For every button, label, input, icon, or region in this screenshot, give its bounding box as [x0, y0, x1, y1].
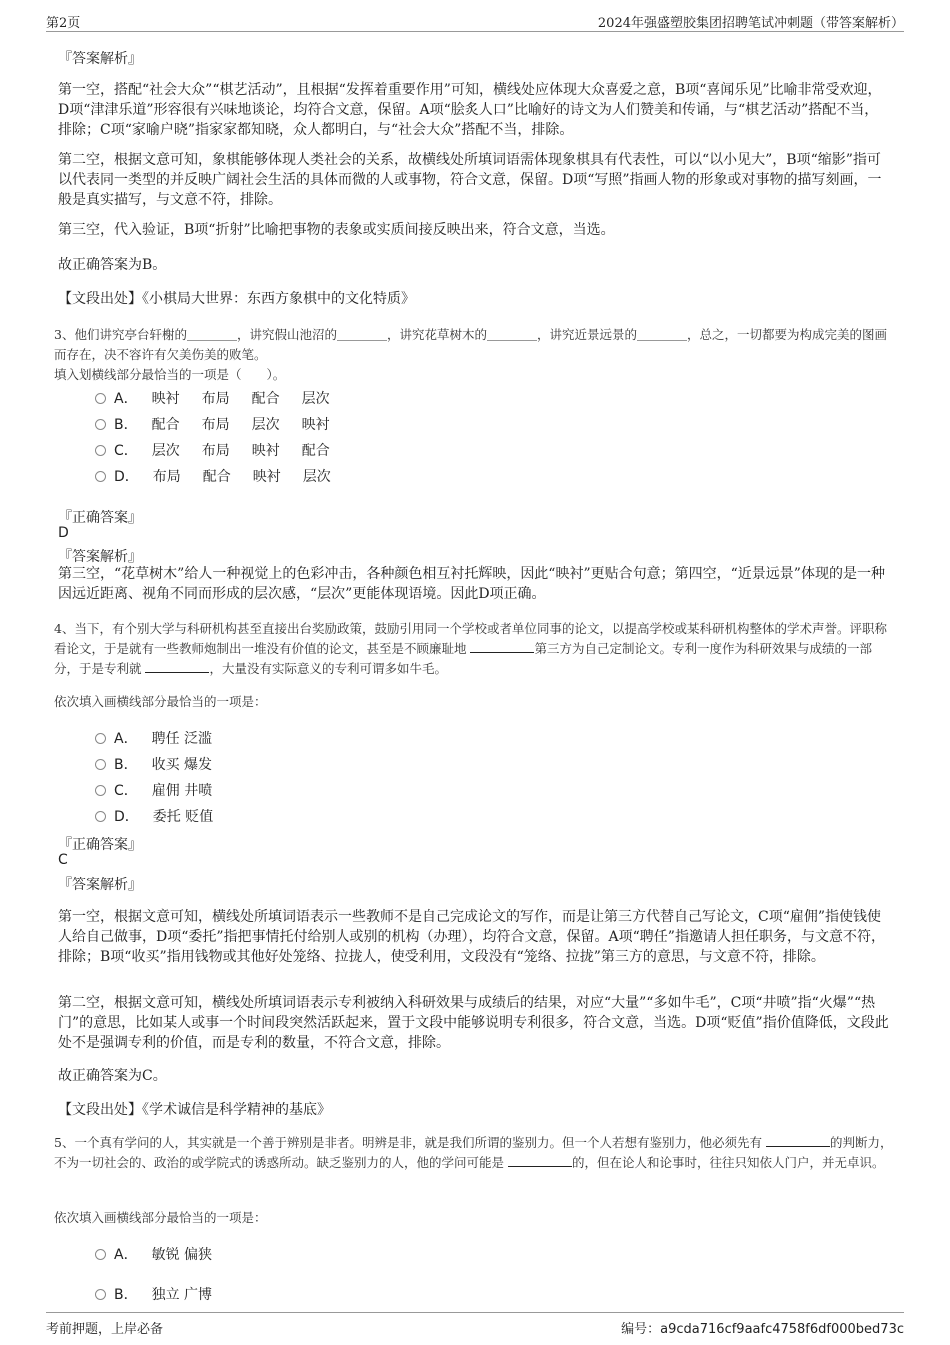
radio-button[interactable]: [95, 1289, 106, 1300]
answer-blank: [508, 1155, 572, 1167]
q4-option-a[interactable]: A． 聘任 泛滥: [95, 728, 212, 748]
q2-analysis-p1: 第一空，搭配“社会大众”“棋艺活动”，且根据“发挥着重要作用”可知，横线处应体现大众喜爱之意，B项“喜闻乐见”比喻非常受欢迎，D项“津津乐道”形容很有兴味地谈论，均符合文意，保留。A项“脍炙人口”比喻好的诗文为人们赞美和传诵，与“棋艺活动”搭配不当，排除；C项“家喻户晓”指家家都知晓，众人都明白，与“社会大众”搭配不当，排除。: [58, 82, 882, 138]
q2-source: 【文段出处】《小棋局大世界：东西方象棋中的文化特质》: [58, 291, 415, 307]
q4-answer: C: [58, 852, 68, 868]
q3-correct-label: 『正确答案』: [58, 510, 142, 526]
q3-option-d[interactable]: D． 布局 配合 映衬 层次: [95, 466, 331, 486]
q5-stem: 5、一个真有学问的人，其实就是一个善于辨别是非者。明辨是非，就是我们所谓的鉴别力。但一个人若想有鉴别力，他必须先有 的判断力，不为一切社会的、政治的或学院式的诱惑所动。缺乏鉴别力的人，他的学问可能是 的，但在论人和论事时，往往只知依人门户，并无卓识。: [54, 1135, 893, 1170]
radio-button[interactable]: [95, 419, 106, 430]
q2-analysis-label: 『答案解析』: [58, 51, 142, 67]
q3-option-c[interactable]: C． 层次 布局 映衬 配合: [95, 440, 330, 460]
q4-conclusion: 故正确答案为C。: [58, 1068, 167, 1084]
q4-option-c[interactable]: C． 雇佣 井喷: [95, 780, 212, 800]
answer-blank: [145, 661, 209, 673]
q4-stem: 4、当下，有个别大学与科研机构甚至直接出台奖励政策，鼓励引用同一个学校或者单位同事的论文，以提高学校或某科研机构整体的学术声誉。评职称看论文，于是就有一些教师炮制出一堆没有价值的论文，甚至是不顾廉耻地 第三方为自己定制论文。专利一度作为科研效果与成绩的一部分，于是专利就 ，大量没有实际意义的专利可谓多如牛毛。: [54, 621, 887, 676]
q5-option-b[interactable]: B． 独立 广博: [95, 1284, 212, 1304]
footer-slogan: 考前押题，上岸必备: [46, 1322, 164, 1337]
q5-option-a[interactable]: A． 敏锐 偏狭: [95, 1244, 212, 1264]
q4-analysis-p1: 第一空，根据文意可知，横线处所填词语表示一些教师不是自己完成论文的写作，而是让第三方代替自己写论文，C项“雇佣”指使钱使人给自己做事，D项“委托”指把事情托付给别人或别的机构（办理），均符合文意，保留。A项“聘任”指邀请人担任职务，与文意不符，排除；B项“收买”指用钱物或其他好处笼络、拉拢人，使受利用，文段没有“笼络、拉拢”第三方的意思，与文意不符，排除。: [58, 909, 885, 965]
radio-button[interactable]: [95, 759, 106, 770]
q2-analysis-p3: 第三空，代入验证，B项“折射”比喻把事物的表象或实质间接反映出来，符合文意，当选。: [58, 222, 615, 238]
answer-blank: [470, 641, 534, 653]
q2-conclusion: 故正确答案为B。: [58, 257, 167, 273]
radio-button[interactable]: [95, 445, 106, 456]
q3-option-a[interactable]: A． 映衬 布局 配合 层次: [95, 388, 330, 408]
radio-button[interactable]: [95, 471, 106, 482]
q4-source: 【文段出处】《学术诚信是科学精神的基底》: [58, 1102, 331, 1118]
answer-blank: [766, 1135, 830, 1147]
page-header: [46, 10, 904, 32]
q4-analysis-p2: 第二空，根据文意可知，横线处所填词语表示专利被纳入科研效果与成绩后的结果，对应“大量”“多如牛毛”，C项“井喷”指“火爆”“热门”的意思，比如某人或事一个时间段突然活跃起来，置于文段中能够说明专利很多，符合文意，当选。D项“贬值”指价值降低，文段此处不是强调专利的价值，而是专利的数量，不符合文意，排除。: [58, 995, 889, 1051]
q3-analysis-label: 『答案解析』: [58, 549, 142, 565]
q3-answer: D: [58, 525, 69, 541]
q3-option-b[interactable]: B． 配合 布局 层次 映衬: [95, 414, 330, 434]
radio-button[interactable]: [95, 1249, 106, 1260]
q4-instruction: 依次填入画横线部分最恰当的一项是：: [54, 694, 267, 709]
radio-button[interactable]: [95, 393, 106, 404]
q4-option-b[interactable]: B． 收买 爆发: [95, 754, 212, 774]
q4-option-d[interactable]: D． 委托 贬值: [95, 806, 213, 826]
radio-button[interactable]: [95, 733, 106, 744]
q4-correct-label: 『正确答案』: [58, 837, 142, 853]
q5-instruction: 依次填入画横线部分最恰当的一项是：: [54, 1210, 267, 1225]
q4-analysis-label: 『答案解析』: [58, 877, 142, 893]
q3-stem: 3、他们讲究亭台轩榭的＿＿＿＿，讲究假山池沼的＿＿＿＿，讲究花草树木的＿＿＿＿，讲究近景远景的＿＿＿＿，总之，一切都要为构成完美的图画而存在，决不容许有欠美伤美的败笔。: [54, 327, 887, 362]
q3-analysis: 第三空，“花草树木”给人一种视觉上的色彩冲击，各种颜色相互衬托辉映，因此“映衬”更贴合句意；第四空，“近景远景”体现的是一种因远近距离、视角不同而形成的层次感，“层次”更能体现语境。因此D项正确。: [58, 566, 885, 602]
document-id: 编号：a9cda716cf9aafc4758f6df000bed73c: [621, 1322, 904, 1337]
page-number: 第2页: [46, 16, 81, 31]
q3-instruction: 填入划横线部分最恰当的一项是（ ）。: [54, 367, 286, 382]
document-title: 2024年强盛塑胶集团招聘笔试冲刺题（带答案解析）: [597, 16, 904, 31]
q2-analysis-p2: 第二空，根据文意可知，象棋能够体现人类社会的关系，故横线处所填词语需体现象棋具有代表性，可以“以小见大”，B项“缩影”指可以代表同一类型的并反映广阔社会生活的具体而微的人或事物，符合文意，保留。D项“写照”指画人物的形象或对事物的描写刻画，一般是真实描写，与文意不符，排除。: [58, 152, 882, 208]
radio-button[interactable]: [95, 785, 106, 796]
radio-button[interactable]: [95, 811, 106, 822]
page-footer: [46, 1312, 904, 1336]
